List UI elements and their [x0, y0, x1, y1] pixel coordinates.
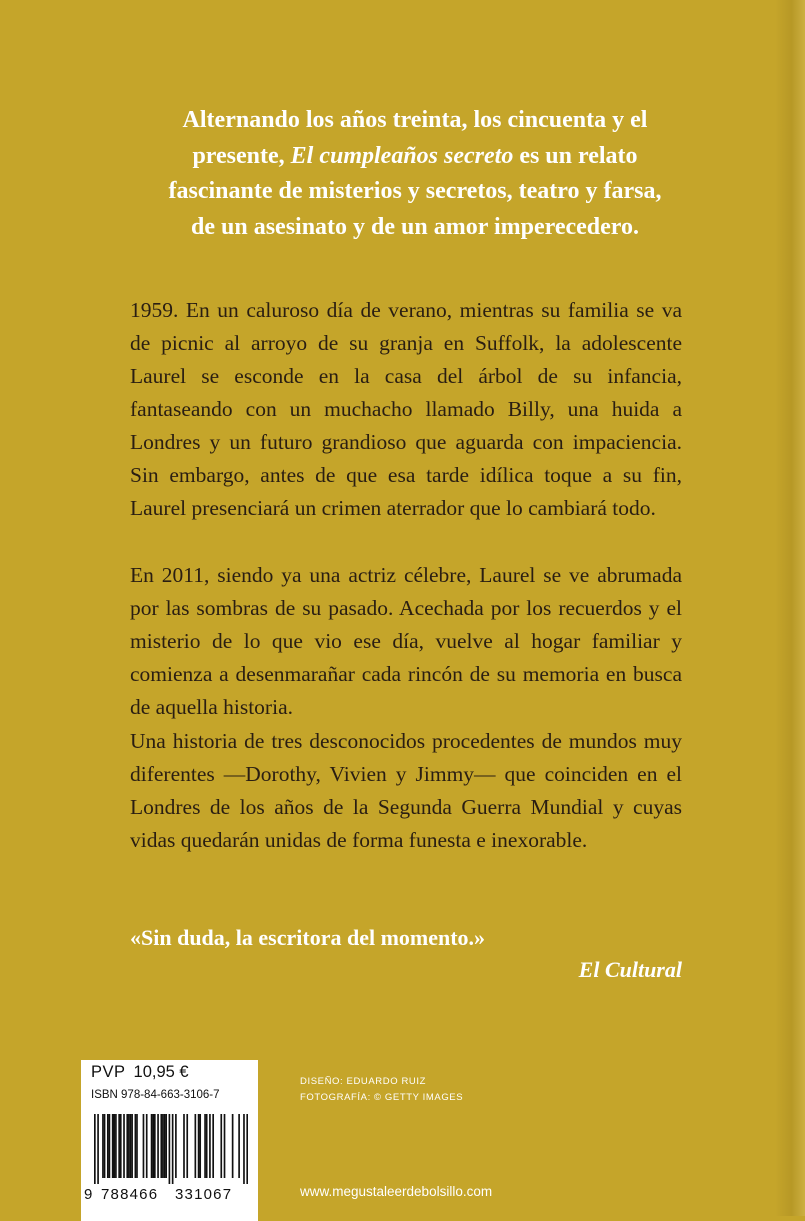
synopsis-paragraph-2011: En 2011, siendo ya una actriz célebre, Laurel se ve abrumada por las sombras de su pasado. Acechada por los recuerdos y el misterio de lo que vio ese día, vuelve al hogar familiar y comienza a desenmarañar cada rincón de su memoria en busca de aquella historia.: [130, 563, 682, 719]
synopsis-paragraph-characters: Una historia de tres desconocidos procedentes de mundos muy diferentes —Dorothy, Vivien y Jimmy— que coinciden en el Londres de los años de la Segunda Guerra Mundial y cuyas vidas quedarán unidas de forma funesta e inexorable.: [130, 729, 682, 852]
website-url[interactable]: www.megustaleerdebolsillo.com: [300, 1184, 493, 1199]
barcode-icon: [94, 1114, 248, 1184]
intro-line-2-start: presente,: [192, 142, 291, 169]
press-quote-source: El Cultural: [578, 957, 682, 982]
cover-edge-shadow: [775, 0, 805, 1216]
price-line: [91, 1063, 189, 1082]
book-title: El cumpleaños secreto: [290, 142, 514, 169]
credits: [300, 1074, 463, 1106]
synopsis-paragraph-1959: 1959. En un caluroso día de verano, mientras su familia se va de picnic al arroyo de su granja en Suffolk, la adolescente Laurel se esconde en la casa del árbol de su infancia, fantaseando con un muchacho llamado Billy, una huida a Londres y un futuro grandioso que aguarda con impaciencia. Sin embargo, antes de que esa tarde idílica toque a su fin, Laurel presenciará un crimen aterrador que lo cambiará todo.: [130, 298, 682, 520]
press-quote: «Sin duda, la escritora del momento.»: [130, 925, 486, 950]
isbn-text: ISBN 978-84-663-3106-7: [91, 1089, 220, 1101]
price-value: 10,95 €: [133, 1063, 189, 1081]
barcode-sticker: [81, 1060, 258, 1221]
barcode-digits-group-1: 788466: [101, 1186, 159, 1203]
barcode-digit-first: 9: [84, 1186, 93, 1203]
intro-line-2-end: es un relato: [513, 142, 638, 169]
barcode-digits-group-2: 331067: [175, 1186, 233, 1203]
pvp-label: PVP: [91, 1063, 126, 1081]
intro-blurb: [120, 103, 710, 245]
intro-line-4: de un asesinato y de un amor imperecedero.: [191, 213, 639, 240]
photo-credit: FOTOGRAFÍA: © GETTY IMAGES: [300, 1092, 464, 1103]
design-credit: DISEÑO: EDUARDO RUIZ: [300, 1076, 427, 1087]
intro-line-1: Alternando los años treinta, los cincuenta y el: [182, 107, 648, 133]
intro-line-3: fascinante de misterios y secretos, teatro y farsa,: [168, 178, 662, 204]
